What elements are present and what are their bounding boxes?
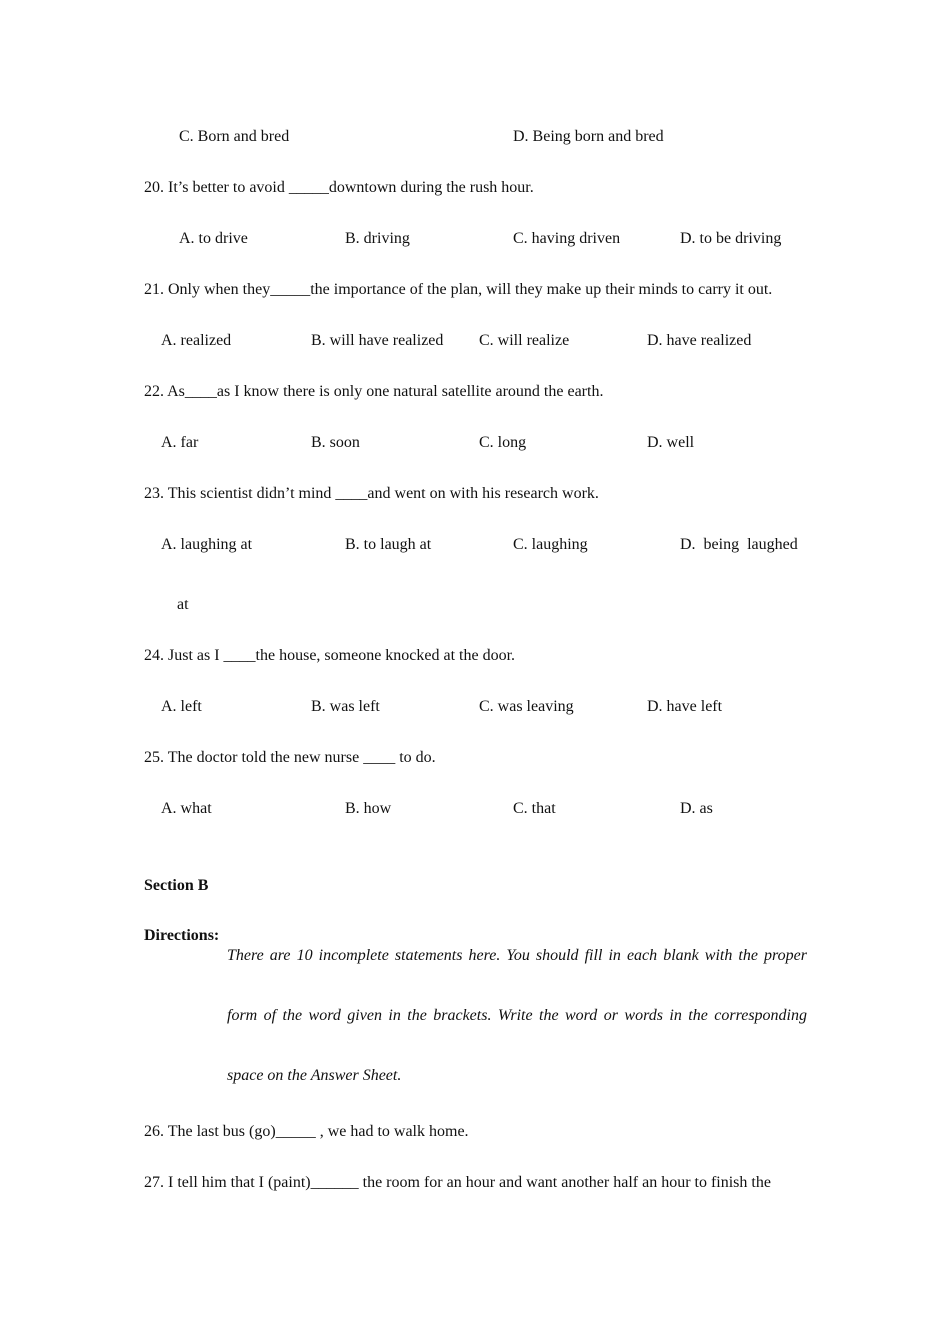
q22-stem: 22. As____as I know there is only one natural satellite around the earth. bbox=[144, 383, 604, 400]
q25-option-c: C. that bbox=[513, 800, 556, 817]
q19-option-d: D. Being born and bred bbox=[513, 128, 664, 145]
q23-option-d: D. being laughed bbox=[680, 536, 798, 553]
q22-option-a: A. far bbox=[161, 434, 199, 451]
q21-stem: 21. Only when they_____the importance of the plan, will they make up their minds to carry it out. bbox=[144, 281, 773, 298]
q21-option-c: C. will realize bbox=[479, 332, 570, 349]
q20-option-d: D. to be driving bbox=[680, 230, 782, 247]
q20-option-c: C. having driven bbox=[513, 230, 621, 247]
q22-option-b: B. soon bbox=[311, 434, 360, 451]
q21-option-d: D. have realized bbox=[647, 332, 752, 349]
q23-option-c: C. laughing bbox=[513, 536, 588, 553]
q24-stem: 24. Just as I ____the house, someone knocked at the door. bbox=[144, 647, 516, 664]
q23-option-a: A. laughing at bbox=[161, 536, 253, 553]
q23-stem: 23. This scientist didn’t mind ____and went on with his research work. bbox=[144, 485, 599, 502]
q26-stem: 26. The last bus (go)_____ , we had to walk home. bbox=[144, 1123, 469, 1140]
q24-option-d: D. have left bbox=[647, 698, 723, 715]
q23-option-b: B. to laugh at bbox=[345, 536, 432, 553]
directions-label: Directions: bbox=[144, 927, 220, 944]
q20-option-a: A. to drive bbox=[179, 230, 248, 247]
q25-option-d: D. as bbox=[680, 800, 713, 817]
q21-option-b: B. will have realized bbox=[311, 332, 444, 349]
directions-text: There are 10 incomplete statements here. You should fill in each blank with the proper form of the word given in the brackets. Write the word or words in the corresponding space on the Answer Sheet. bbox=[227, 947, 807, 1084]
q25-option-a: A. what bbox=[161, 800, 212, 817]
q25-stem: 25. The doctor told the new nurse ____ to do. bbox=[144, 749, 436, 766]
q23-option-d-continued: at bbox=[177, 596, 189, 613]
q24-option-c: C. was leaving bbox=[479, 698, 574, 715]
q20-stem: 20. It’s better to avoid _____downtown during the rush hour. bbox=[144, 179, 534, 196]
section-heading: Section B bbox=[144, 877, 209, 894]
q21-option-a: A. realized bbox=[161, 332, 232, 349]
q22-option-c: C. long bbox=[479, 434, 527, 451]
q24-option-a: A. left bbox=[161, 698, 202, 715]
q22-option-d: D. well bbox=[647, 434, 695, 451]
q19-option-c: C. Born and bred bbox=[179, 128, 290, 145]
q20-option-b: B. driving bbox=[345, 230, 410, 247]
q27-stem: 27. I tell him that I (paint)______ the room for an hour and want another half an hour to finish the bbox=[144, 1174, 771, 1191]
q25-option-b: B. how bbox=[345, 800, 392, 817]
q24-option-b: B. was left bbox=[311, 698, 380, 715]
